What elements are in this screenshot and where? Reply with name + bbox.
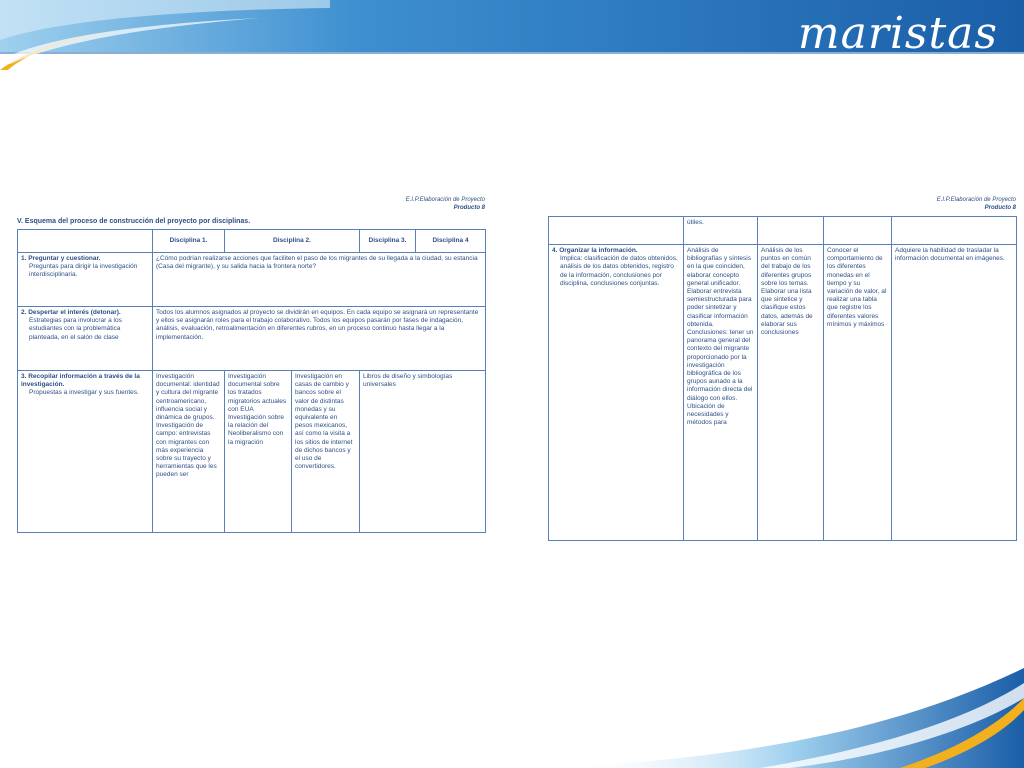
row-label [18,253,153,307]
header-disciplina-3: Disciplina 3. [360,230,416,253]
row-title: 4. Organizar la información. [552,247,638,254]
row-description: Estrategias para involucrar a los estudiantes con la problemática planteada, en el salón de clase [29,317,122,341]
table-header-row [18,230,486,253]
section-title: V. Esquema del proceso de construcción del proyecto por disciplinas. [17,218,251,225]
document-page-left [17,196,485,533]
row-title: 1. Preguntar y cuestionar. [21,255,101,262]
page-header [17,196,485,212]
cell-disciplina-4 [892,217,1017,245]
table-row [18,371,486,533]
header-title: E.I.P.Elaboración de Proyecto [936,197,1016,203]
cell-disciplina-1: Investigación documental: identidad y cultura del migrante centroamericano, influencia social y dinámica de grupos. Investigación de campo: entrevistas con migrantes con más experiencia sobre su trayecto y herramientas que les pueden ser [153,371,225,533]
document-page-right [548,196,1016,541]
row-label [18,371,153,533]
row-description: Implica: clasificación de datos obtenidos, análisis de los datos obtenidos, registro de la información, conclusiones por disciplina, conclusiones conjuntas. [560,255,678,287]
cell-disciplina-1: Análisis de bibliografías y síntesis en la que coinciden, elaborar concepto general unificador. Elaborar entrevista semiestructurada para poder sintetizar y clasificar información obtenida. Conclusiones: tener un panorama general del contexto del migrante proporcionado por la investigación bibliográfica de los grupos aunado a la información directa del diálogo con ellos. Ubicación de necesidades y métodos para [684,245,758,541]
table-row [18,307,486,371]
cell-disciplina-4: Adquiere la habilidad de trasladar la información documental en imágenes. [892,245,1017,541]
bottom-swoosh [0,628,1024,768]
disciplines-table-continued [548,216,1017,541]
cell-disciplina-3: Conocer el comportamiento de los diferentes monedas en el tiempo y su variación de valor, al realizar una tabla que registre los diferentes valores mínimos y máximos [824,245,892,541]
row-label [18,307,153,371]
table-row [549,217,1017,245]
cell-disciplina-2: Investigación documental sobre los tratados migratorios actuales con EUA Investigación sobre la relación del Neoliberalismo con la migración [225,371,292,533]
cell-disciplina-3 [824,217,892,245]
cell-disciplina-4: Libros de diseño y simbologías universales [360,371,486,533]
table-row [549,245,1017,541]
disciplines-table [17,229,486,533]
row-content: ¿Cómo podrían realizarse acciones que faciliten el paso de los migrantes de su llegada a la ciudad, su estancia (Casa del migrante), y su salida hacia la frontera norte? [153,253,486,307]
page-header [548,196,1016,212]
header-product: Producto 8 [453,205,485,211]
row-title: 3. Recopilar información a través de la investigación. [21,373,140,389]
row-content: Todos los alumnos asignados al proyecto se dividirán en equipos. En cada equipo se asignará un representante y ellos se asignarán roles para el trabajo colaborativo. Todos los equipos pasarán por fases de indagación, análisis, evaluación, retroalimentación en diferentes rubros, en un proceso continuo hasta llegar a la implementación. [153,307,486,371]
header-disciplina-2: Disciplina 2. [225,230,360,253]
table-row [18,253,486,307]
cell-disciplina-2 [758,217,824,245]
header-disciplina-1: Disciplina 1. [153,230,225,253]
cell-disciplina-2: Análisis de los puntos en común del trabajo de los diferentes grupos sobre los temas. Elaborar una lista que sintetice y clasifique estos datos, además de elaborar sus conclusiones [758,245,824,541]
row-label [549,217,684,245]
header-disciplina-4: Disciplina 4 [416,230,486,253]
header-product: Producto 8 [984,205,1016,211]
header-empty [18,230,153,253]
header-title: E.I.P.Elaboración de Proyecto [405,197,485,203]
cell-disciplina-3: Investigación en casas de cambio y bancos sobre el valor de distintas monedas y su equivalente en pesos mexicanos, así como la visita a los sitios de internet de dichos bancos y el uso de convertidores. [292,371,360,533]
row-description: Preguntas para dirigir la investigación interdisciplinaria. [29,263,138,279]
row-label [549,245,684,541]
maristas-logo: maristas [797,8,998,59]
row-title: 2. Despertar el interés (detonar). [21,309,121,316]
cell-disciplina-1: útiles. [684,217,758,245]
row-description: Propuestas a investigar y sus fuentes. [29,389,139,397]
